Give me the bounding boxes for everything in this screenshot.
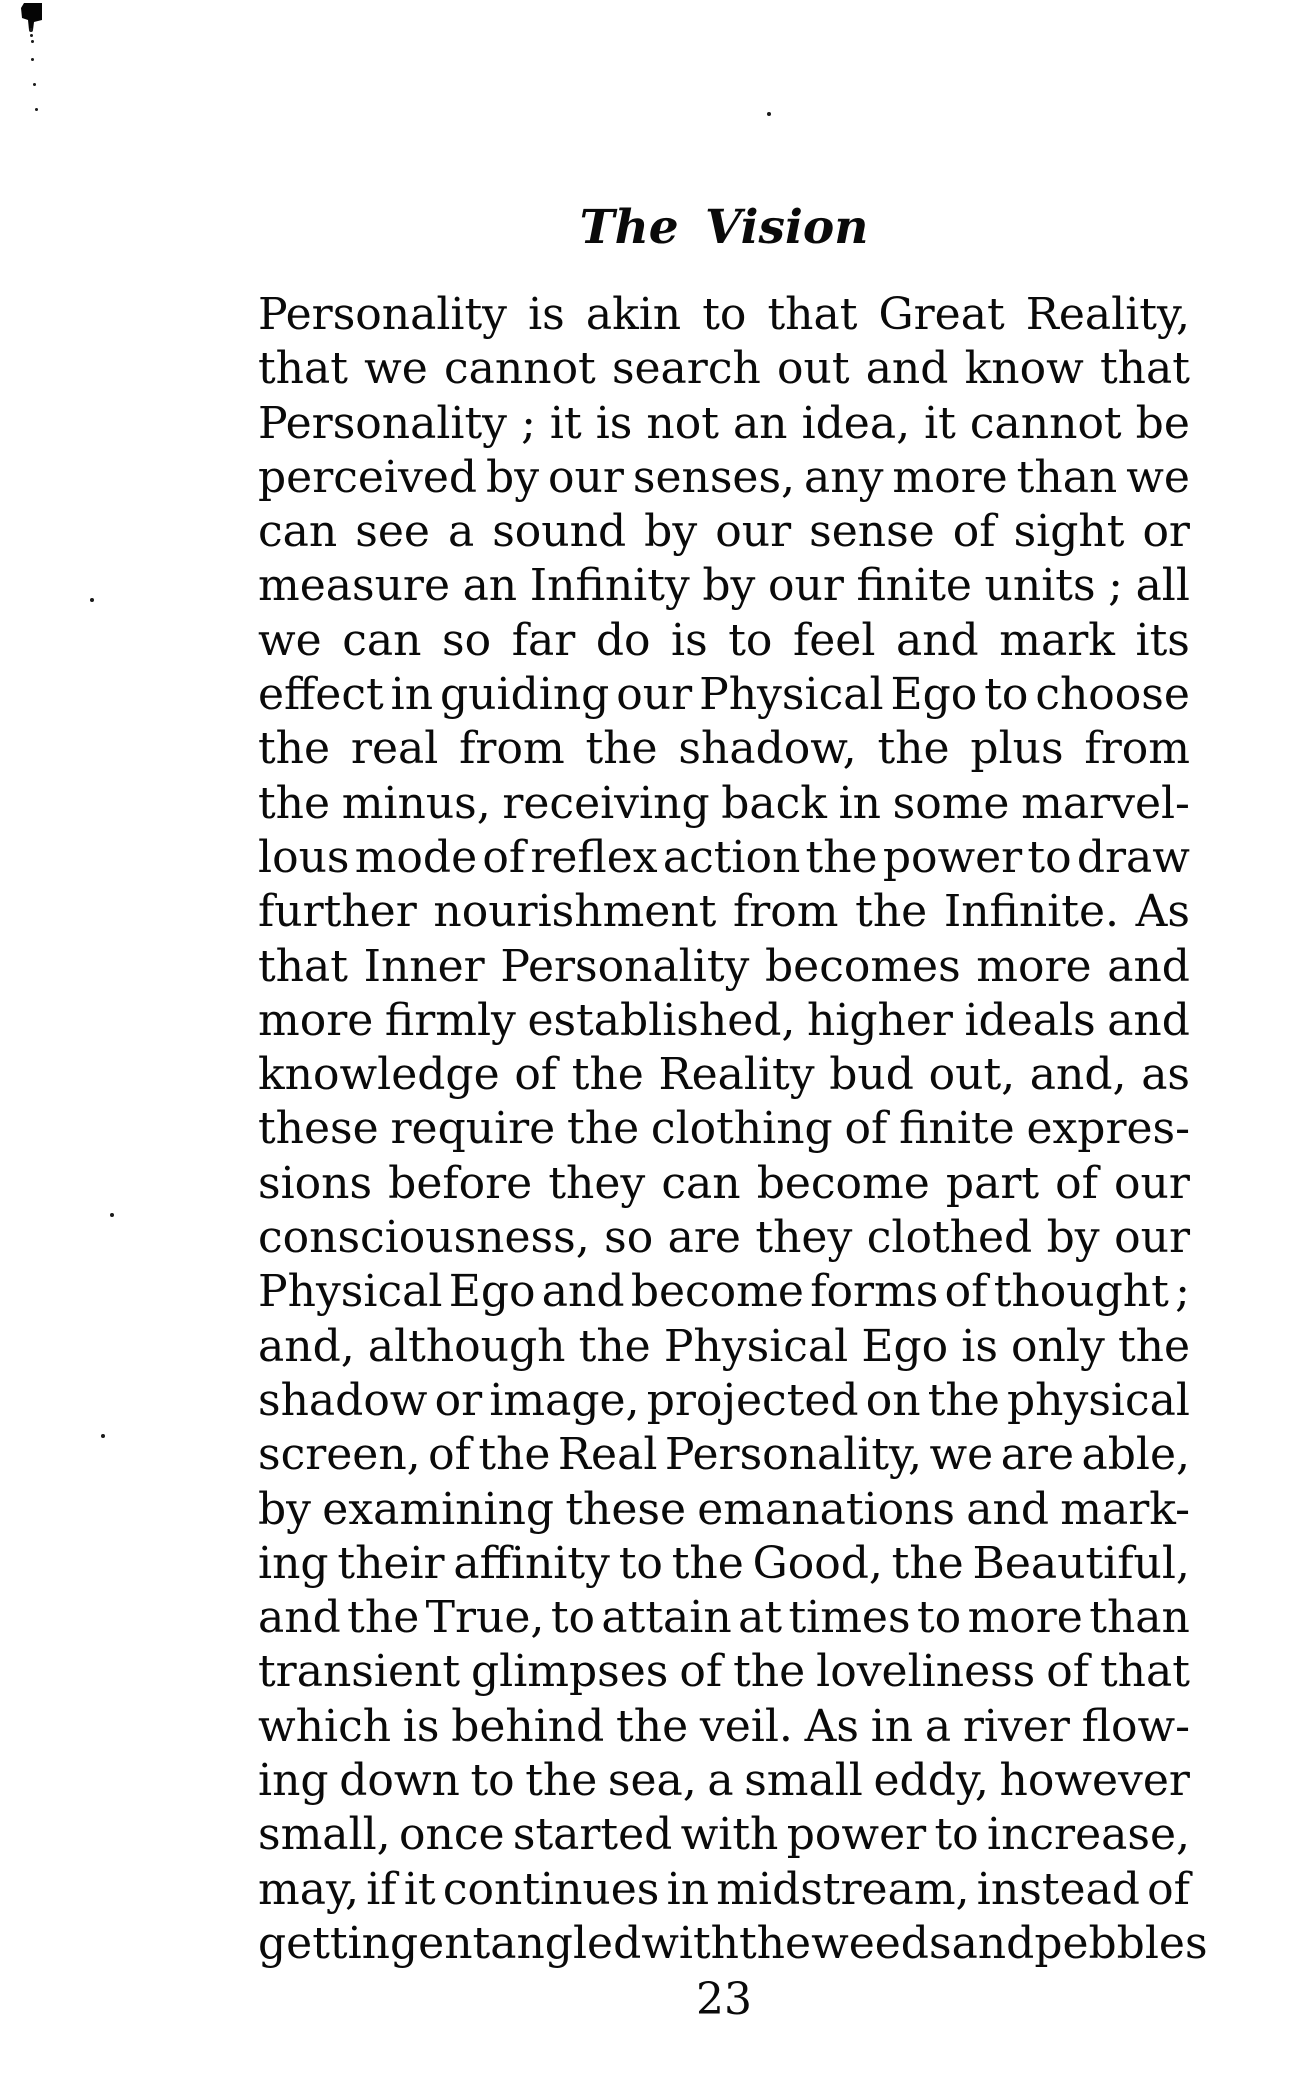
text-line: effect in guiding our Physical Ego to choose	[258, 669, 1190, 721]
text-line: shadow or image, projected on the physical	[258, 1374, 1190, 1426]
scan-speck	[110, 1213, 114, 1217]
text-line: perceived by our senses, any more than we	[258, 451, 1190, 503]
text-line: we can so far do is to feel and mark its	[258, 614, 1190, 666]
text-line: which is behind the veil. As in a river flow-	[258, 1700, 1190, 1752]
text-line: Physical Ego and become forms of thought ;	[258, 1266, 1190, 1318]
text-line: lous mode of reflex action the power to draw	[258, 831, 1190, 883]
text-line: by examining these emanations and mark-	[258, 1483, 1190, 1535]
page-number: 23	[696, 1974, 752, 2025]
text-line: transient glimpses of the loveliness of that	[258, 1646, 1190, 1698]
text-line: sions before they can become part of our	[258, 1157, 1190, 1209]
text-line: can see a sound by our sense of sight or	[258, 506, 1190, 558]
scan-speck	[29, 28, 33, 32]
text-line: Personality ; it is not an idea, it cannot be	[258, 397, 1190, 449]
text-line: consciousness, so are they clothed by our	[258, 1212, 1190, 1264]
scan-speck	[31, 40, 34, 43]
scan-speck	[33, 83, 36, 86]
scan-speck	[767, 112, 771, 116]
text-line: and the True, to attain at times to more than	[258, 1592, 1190, 1644]
scan-speck	[30, 34, 33, 37]
scan-speck	[35, 108, 38, 111]
body-text	[258, 288, 1208, 1971]
text-line: measure an Infinity by our finite units ; all	[258, 560, 1190, 612]
text-line: the minus, receiving back in some marvel-	[258, 777, 1190, 829]
text-line: more firmly established, higher ideals and	[258, 994, 1190, 1046]
scan-speck	[90, 598, 94, 602]
scan-speck	[31, 58, 34, 61]
text-line: that Inner Personality becomes more and	[258, 940, 1190, 992]
text-line: further nourishment from the Infinite. As	[258, 886, 1190, 938]
text-line: getting entangled with the weeds and pebbles	[258, 1917, 1208, 1969]
scan-speck	[101, 1434, 105, 1438]
text-line: screen, of the Real Personality, we are able,	[258, 1429, 1190, 1481]
text-line: ing their affinity to the Good, the Beautiful,	[258, 1537, 1190, 1589]
page-title: The Vision	[579, 200, 869, 255]
text-line: small, once started with power to increase,	[258, 1809, 1190, 1861]
text-line: ing down to the sea, a small eddy, however	[258, 1755, 1190, 1807]
text-line: knowledge of the Reality bud out, and, as	[258, 1049, 1190, 1101]
text-line: may, if it continues in midstream, instead of	[258, 1863, 1190, 1915]
text-line: the real from the shadow, the plus from	[258, 723, 1190, 775]
text-line: and, although the Physical Ego is only the	[258, 1320, 1190, 1372]
text-line: that we cannot search out and know that	[258, 343, 1190, 395]
text-line: Personality is akin to that Great Reality,	[258, 289, 1190, 340]
text-line: these require the clothing of finite expres-	[258, 1103, 1190, 1155]
